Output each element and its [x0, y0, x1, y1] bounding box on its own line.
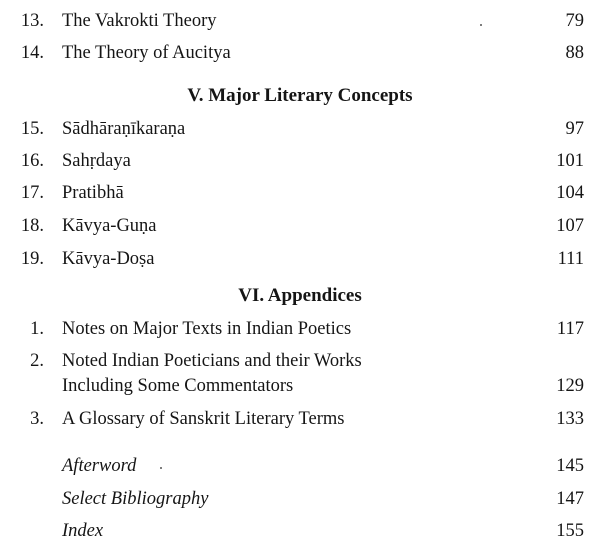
entry-number: 18. — [20, 216, 44, 236]
entry-page-number: 129 — [556, 376, 584, 396]
toc-entry-16 — [0, 147, 600, 175]
entry-page-number: 79 — [565, 11, 584, 31]
entry-number: 14. — [20, 43, 44, 63]
entry-number: 1. — [30, 319, 44, 339]
entry-number: 19. — [20, 249, 44, 269]
toc-entry-17 — [0, 179, 600, 207]
entry-title: A Glossary of Sanskrit Literary Terms — [62, 409, 345, 429]
toc-appendix-2 — [0, 347, 600, 399]
entry-page-number: 97 — [565, 119, 584, 139]
entry-title: The Vakrokti Theory — [62, 11, 217, 31]
section-heading-vi: VI. Appendices — [238, 285, 362, 306]
entry-number: 15. — [20, 119, 44, 139]
entry-title: Afterword — [62, 456, 137, 476]
entry-number: 17. — [20, 183, 44, 203]
entry-title: Kāvya-Guṇa — [62, 216, 157, 236]
toc-entry-13 — [0, 7, 600, 35]
entry-title: Sahṛdaya — [62, 151, 131, 171]
entry-page-number: 155 — [556, 521, 584, 541]
entry-page-number: 111 — [557, 249, 584, 269]
toc-appendix-3 — [0, 405, 600, 433]
entry-title: Index — [62, 521, 104, 541]
entry-title-line-1: Noted Indian Poeticians and their Works — [62, 351, 362, 371]
toc-afterword — [0, 452, 600, 480]
entry-title: The Theory of Aucitya — [62, 43, 231, 63]
entry-page-number: 104 — [556, 183, 584, 203]
entry-page-number: 107 — [556, 216, 584, 236]
entry-number: 13. — [20, 11, 44, 31]
entry-title: Pratibhā — [62, 183, 124, 203]
toc-entry-15 — [0, 115, 600, 143]
entry-page-number: 101 — [556, 151, 584, 171]
entry-number: 3. — [30, 409, 44, 429]
entry-page-number: 117 — [556, 319, 584, 339]
toc-index — [0, 517, 600, 545]
entry-page-number: 147 — [556, 489, 584, 509]
entry-page-number: 145 — [556, 456, 584, 476]
toc-select-bibliography — [0, 485, 600, 513]
entry-title-line-2: Including Some Commentators — [62, 376, 294, 396]
entry-page-number: 133 — [556, 409, 584, 429]
toc-entry-18 — [0, 212, 600, 240]
section-heading-v: V. Major Literary Concepts — [187, 85, 413, 106]
toc-entry-14 — [0, 39, 600, 67]
toc-appendix-1 — [0, 315, 600, 343]
entry-title: Sādhāraṇīkaraṇa — [62, 119, 186, 139]
entry-title: Notes on Major Texts in Indian Poetics — [62, 319, 352, 339]
entry-number: 2. — [30, 351, 44, 371]
scan-speck — [160, 467, 162, 469]
entry-title: Select Bibliography — [62, 489, 209, 509]
toc-entry-19 — [0, 245, 600, 273]
entry-title: Kāvya-Doṣa — [62, 249, 155, 269]
entry-page-number: 88 — [565, 43, 584, 63]
scan-speck — [480, 24, 482, 26]
entry-number: 16. — [20, 151, 44, 171]
